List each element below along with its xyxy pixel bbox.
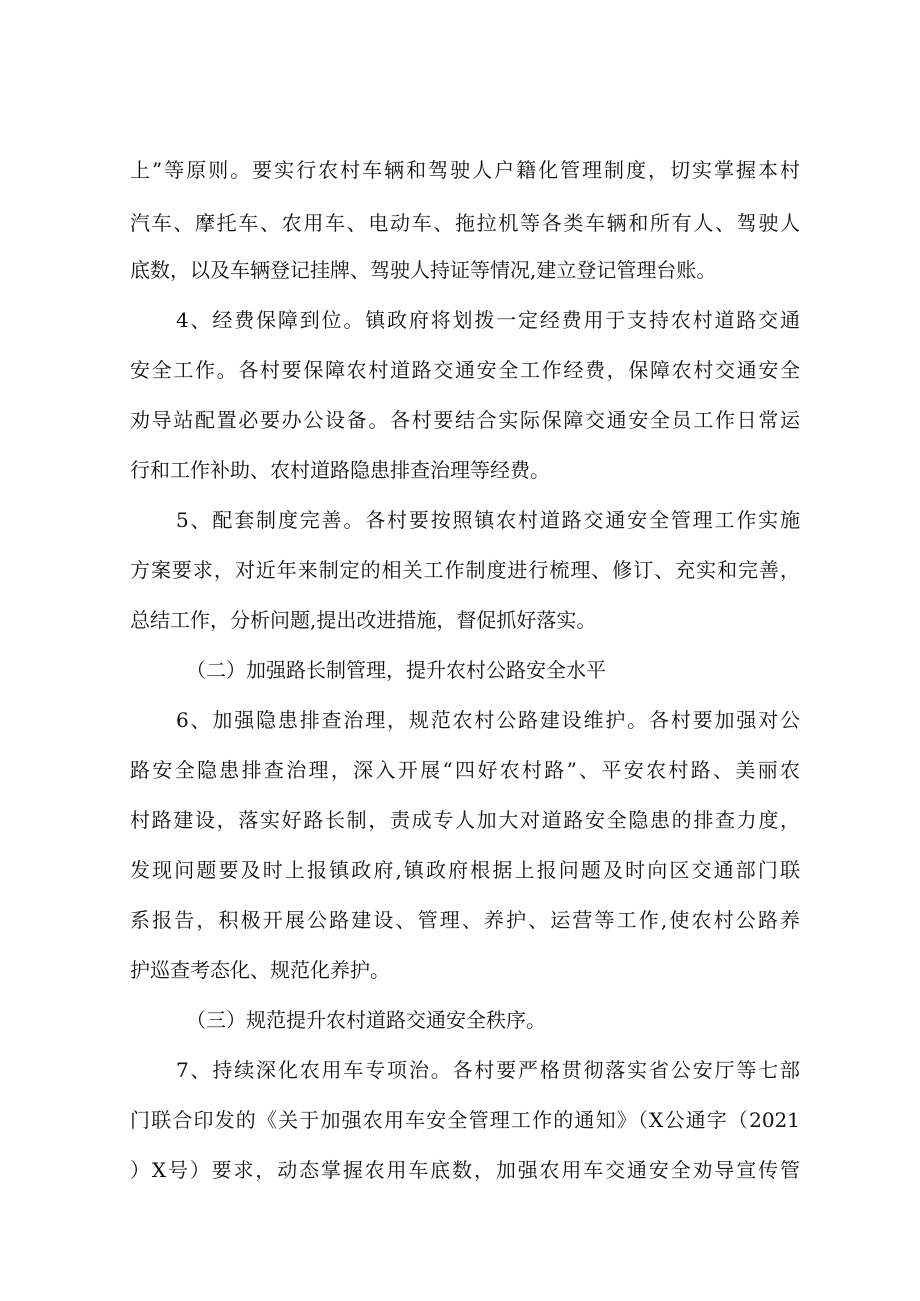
paragraph-first-line: 7、持续深化农用车专项治。各村要严格贯彻落实省公安厅等七部 bbox=[176, 1058, 800, 1082]
section-heading: （二）加强路长制管理，提升农村公路安全水平 bbox=[186, 658, 606, 682]
body-line: 劝导站配置必要办公设备。各村要结合实际保障交通安全员工作日常运 bbox=[130, 408, 800, 432]
body-line: 方案要求，对近年来制定的相关工作制度进行梳理、修订、充实和完善， bbox=[130, 558, 800, 582]
body-line: ）X号）要求，动态掌握农用车底数，加强农用车交通安全劝导宣传管 bbox=[130, 1158, 800, 1182]
body-line: 总结工作，分析问题,提出改进措施，督促抓好落实。 bbox=[130, 608, 597, 632]
body-line: 村路建设，落实好路长制，责成专人加大对道路安全隐患的排查力度， bbox=[130, 808, 800, 832]
body-line: 路安全隐患排查治理，深入开展“四好农村路”、平安农村路、美丽农 bbox=[130, 758, 800, 782]
body-line: 上”等原则。要实行农村车辆和驾驶人户籍化管理制度，切实掌握本村 bbox=[130, 158, 800, 182]
body-line: 发现问题要及时上报镇政府,镇政府根据上报问题及时向区交通部门联 bbox=[130, 858, 800, 882]
paragraph-first-line: 6、加强隐患排查治理，规范农村公路建设维护。各村要加强对公 bbox=[176, 708, 800, 732]
paragraph-first-line: 5、配套制度完善。各村要按照镇农村道路交通安全管理工作实施 bbox=[176, 508, 800, 532]
paragraph-first-line: 4、经费保障到位。镇政府将划拨一定经费用于支持农村道路交通 bbox=[176, 308, 800, 332]
body-line: 行和工作补助、农村道路隐患排查治理等经费。 bbox=[130, 458, 550, 482]
body-line: 门联合印发的《关于加强农用车安全管理工作的通知》（X公通字（2021 bbox=[130, 1108, 800, 1132]
body-line: 护巡查考态化、规范化养护。 bbox=[130, 958, 390, 982]
body-line: 底数，以及车辆登记挂牌、驾驶人持证等情况,建立登记管理台账。 bbox=[130, 258, 717, 282]
body-line: 安全工作。各村要保障农村道路交通安全工作经费，保障农村交通安全 bbox=[130, 358, 800, 382]
body-line: 系报告，积极开展公路建设、管理、养护、运营等工作,使农村公路养 bbox=[130, 908, 800, 932]
section-heading: （三）规范提升农村道路交通安全秩序。 bbox=[186, 1008, 546, 1032]
body-line: 汽车、摩托车、农用车、电动车、拖拉机等各类车辆和所有人、驾驶人 bbox=[130, 211, 800, 235]
